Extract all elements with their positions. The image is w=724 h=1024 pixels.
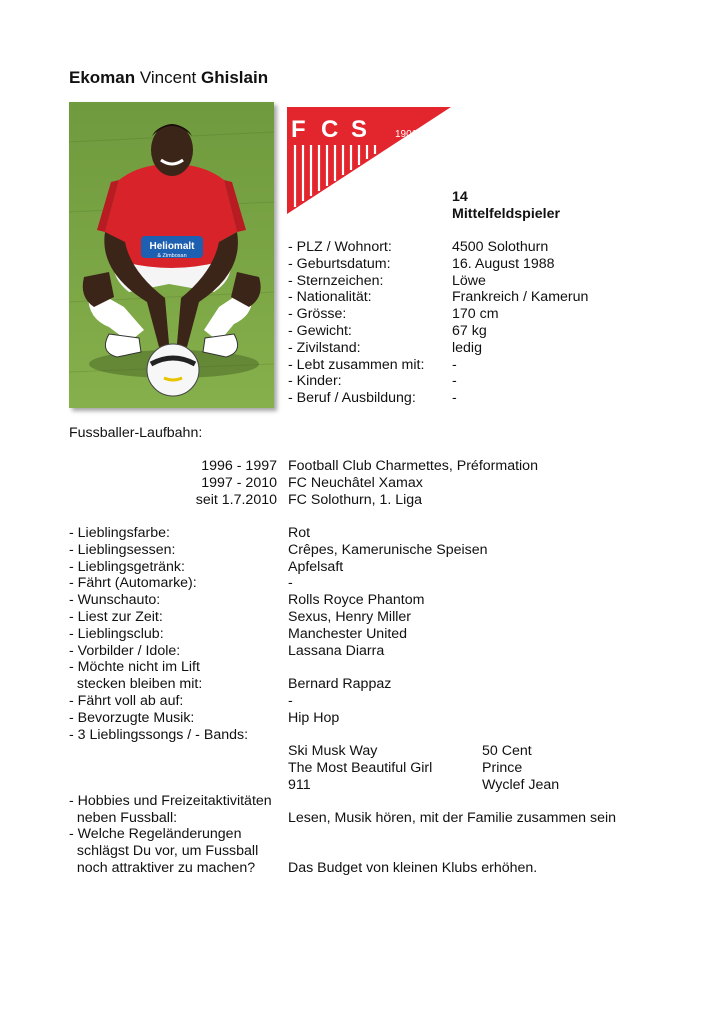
player-photo <box>69 102 274 408</box>
song-title: Ski Musk Way <box>288 743 378 759</box>
favorite-value: Bernard Rappaz <box>288 676 392 693</box>
fact-value: 67 kg <box>452 323 487 339</box>
favorite-label: - 3 Lieblingssongs / - Bands: <box>69 726 249 743</box>
fact-label: - Kinder: <box>288 373 342 390</box>
rules-value: Das Budget von kleinen Klubs erhöhen. <box>288 860 538 876</box>
favorite-value: - <box>288 693 293 709</box>
middle-name: Ghislain <box>201 68 269 87</box>
favorite-value: Apfelsaft <box>288 558 344 575</box>
favorite-label: - Lieblingsclub: <box>69 625 164 642</box>
favorite-label: - Fährt (Automarke): <box>69 575 197 592</box>
fact-value: - <box>452 356 457 373</box>
fact-value: ledig <box>452 339 482 356</box>
favorite-label: - Wunschauto: <box>69 592 161 609</box>
logo-letter-s: S <box>351 116 368 143</box>
career-period: seit 1.7.2010 <box>195 491 277 508</box>
song-artist: Prince <box>482 759 523 776</box>
rules-label-2: schlägst Du vor, um Fussball <box>69 843 259 859</box>
favorite-label: - Lieblingsessen: <box>69 541 176 558</box>
career-period: 1996 - 1997 <box>201 458 277 474</box>
fact-value: Löwe <box>452 272 486 289</box>
fact-label: - Zivilstand: <box>288 339 361 356</box>
favorite-value: Rot <box>288 525 311 541</box>
favorite-value: Hip Hop <box>288 709 340 726</box>
career-club: Football Club Charmettes, Préformation <box>288 458 538 474</box>
career-club: FC Solothurn, 1. Liga <box>288 491 423 508</box>
fact-label: - Nationalität: <box>288 289 372 306</box>
favorite-label: - Fährt voll ab auf: <box>69 693 184 709</box>
favorite-value: Crêpes, Kamerunische Speisen <box>288 541 488 558</box>
favorite-label: - Möchte nicht im Lift <box>69 659 200 676</box>
rules-label-3: noch attraktiver zu machen? <box>69 860 256 876</box>
fact-value: Frankreich / Kamerun <box>452 289 589 306</box>
player-number: 14 <box>452 189 468 205</box>
logo-letter-f: F <box>291 116 306 143</box>
favorite-label: - Liest zur Zeit: <box>69 609 163 625</box>
favorite-label: stecken bleiben mit: <box>69 676 203 693</box>
club-logo <box>287 107 451 214</box>
career-heading: Fussballer-Laufbahn: <box>69 425 203 441</box>
hobbies-value: Lesen, Musik hören, mit der Familie zusammen sein <box>288 810 617 826</box>
fact-value: - <box>452 373 457 390</box>
fact-value: 170 cm <box>452 306 499 323</box>
favorite-label: - Lieblingsgetränk: <box>69 558 185 575</box>
favorite-label: - Bevorzugte Musik: <box>69 709 195 726</box>
fact-label: - PLZ / Wohnort: <box>288 239 392 255</box>
favorite-value: Lassana Diarra <box>288 642 385 659</box>
career-period: 1997 - 2010 <box>201 474 277 491</box>
fact-label: - Beruf / Ausbildung: <box>288 390 416 407</box>
fact-value: 16. August 1988 <box>452 255 555 272</box>
rules-label-1: - Welche Regeländerungen <box>69 826 242 842</box>
favorite-value: Manchester United <box>288 625 408 642</box>
hobbies-label-2: neben Fussball: <box>69 810 178 826</box>
sponsor-subtext: & Zimbosan <box>157 253 187 259</box>
favorite-label: - Vorbilder / Idole: <box>69 642 181 659</box>
fact-label: - Geburtsdatum: <box>288 255 391 272</box>
song-artist: Wyclef Jean <box>482 776 560 793</box>
fact-value: - <box>452 390 457 407</box>
fact-label: - Sternzeichen: <box>288 272 384 289</box>
favorite-label: - Lieblingsfarbe: <box>69 525 170 541</box>
favorite-value: Sexus, Henry Miller <box>288 609 411 625</box>
career-club: FC Neuchâtel Xamax <box>288 474 423 491</box>
fact-label: - Grösse: <box>288 306 347 323</box>
last-name: Ekoman <box>69 68 136 87</box>
logo-year: 1901 <box>395 129 418 140</box>
favorite-value: - <box>288 575 293 592</box>
fact-value: 4500 Solothurn <box>452 239 549 255</box>
logo-letter-c: C <box>321 116 339 143</box>
player-position: Mittelfeldspieler <box>452 206 561 222</box>
fact-label: - Lebt zusammen mit: <box>288 356 425 373</box>
first-name: Vincent <box>139 68 197 87</box>
favorite-value: Rolls Royce Phantom <box>288 592 425 609</box>
song-artist: 50 Cent <box>482 743 532 759</box>
fact-label: - Gewicht: <box>288 323 352 339</box>
hobbies-label-1: - Hobbies und Freizeitaktivitäten <box>69 793 272 809</box>
page-title <box>69 68 268 88</box>
song-title: The Most Beautiful Girl <box>288 759 433 776</box>
song-title: 911 <box>288 776 311 793</box>
sponsor-text: Heliomalt <box>149 241 195 252</box>
